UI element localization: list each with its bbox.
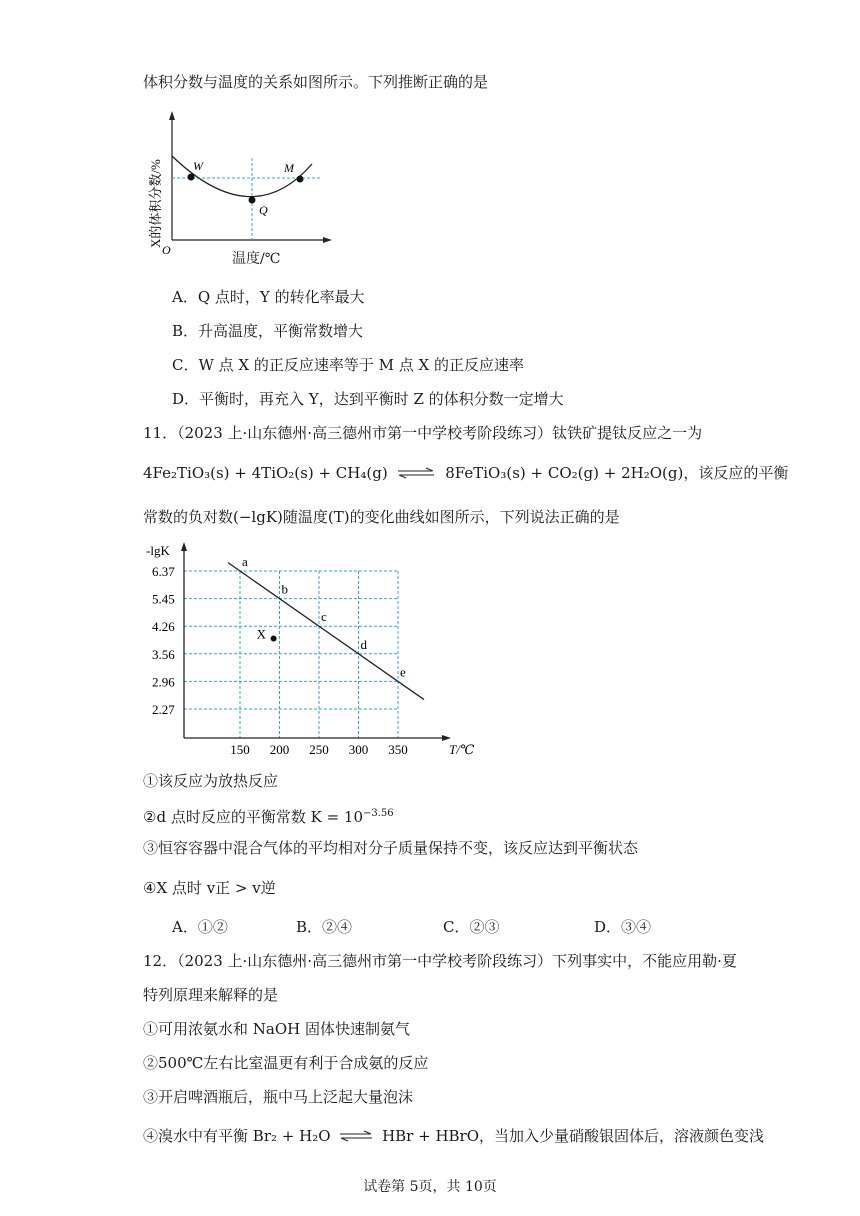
x-tick-label: 250 bbox=[309, 742, 329, 757]
q10-option-a: A．Q 点时，Y 的转化率最大 bbox=[172, 288, 365, 306]
q12-statement-4-prefix: ④溴水中有平衡 bbox=[143, 1127, 249, 1145]
q11-statement-2-exponent: −3.56 bbox=[363, 808, 394, 819]
q10-option-b: B．升高温度，平衡常数增大 bbox=[172, 322, 364, 340]
x-tick-label: 350 bbox=[388, 742, 408, 757]
x-tick-label: 300 bbox=[348, 742, 369, 757]
q11-option-d: D．③④ bbox=[594, 918, 652, 936]
equilibrium-arrow-icon bbox=[396, 464, 436, 484]
lgk-temperature-chart bbox=[140, 540, 475, 760]
figure1-xlabel: 温度/℃ bbox=[232, 251, 281, 267]
intro-line: 体积分数与温度的关系如图所示。下列推断正确的是 bbox=[143, 73, 489, 91]
q11-equation-right: 8FeTiO₃(s) + CO₂(g) + 2H₂O(g) bbox=[445, 464, 684, 482]
point-m-label: M bbox=[284, 161, 294, 175]
q10-option-c: C．W 点 X 的正反应速率等于 M 点 X 的正反应速率 bbox=[172, 356, 524, 374]
q11-stem-line1: 11．（2023 上·山东德州·高三德州市第一中学校考阶段练习）钛铁矿提钛反应之一为 bbox=[143, 424, 703, 442]
y-tick-label: 3.56 bbox=[152, 646, 175, 662]
q12-statement-3: ③开启啤酒瓶后，瓶中马上泛起大量泡沫 bbox=[143, 1088, 414, 1106]
y-tick-label: 6.37 bbox=[152, 564, 175, 579]
y-axis-arrow bbox=[181, 542, 187, 551]
origin-label: O bbox=[162, 243, 171, 257]
equilibrium-arrow-icon bbox=[338, 1127, 374, 1147]
q11-statement-2-prefix: ②d 点时反应的平衡常数 bbox=[143, 808, 306, 826]
q12-statement-1: ①可用浓氨水和 NaOH 固体快速制氨气 bbox=[143, 1020, 410, 1038]
y-tick-label: 2.27 bbox=[152, 702, 175, 717]
x-axis-label: T/℃ bbox=[449, 742, 475, 757]
point-label-a: a bbox=[242, 554, 248, 569]
x-tick-label: 200 bbox=[269, 742, 290, 757]
q11-option-a: A．①② bbox=[172, 918, 228, 936]
q11-option-c: C．②③ bbox=[443, 918, 500, 936]
q11-stem-line3: 常数的负对数(−lgK)随温度(T)的变化曲线如图所示，下列说法正确的是 bbox=[143, 508, 620, 526]
point-label-e: e bbox=[400, 664, 406, 680]
q12-statement-2: ②500℃左右比室温更有利于合成氨的反应 bbox=[143, 1054, 429, 1072]
q12-equation-right: HBr + HBrO bbox=[382, 1127, 480, 1145]
figure1-volume-fraction-plot bbox=[140, 108, 340, 268]
q12-statement-4 bbox=[143, 1126, 764, 1147]
point-q-label: Q bbox=[259, 203, 268, 217]
page-footer: 试卷第 5页，共 10页 bbox=[363, 1179, 497, 1195]
q11-equation bbox=[143, 463, 788, 484]
point-label-d: d bbox=[360, 636, 367, 652]
q12-equation-left: Br₂ + H₂O bbox=[252, 1127, 331, 1145]
y-tick-label: 2.96 bbox=[152, 674, 175, 690]
q11-equation-left: 4Fe₂TiO₃(s) + 4TiO₂(s) + CH₄(g) bbox=[143, 464, 388, 482]
q12-stem-line2: 特列原理来解释的是 bbox=[143, 986, 279, 1004]
point-label-c: c bbox=[321, 609, 327, 625]
point-x-marker bbox=[271, 635, 277, 641]
q10-option-d: D．平衡时，再充入 Y，达到平衡时 Z 的体积分数一定增大 bbox=[172, 390, 564, 408]
q12-stem-line1: 12．（2023 上·山东德州·高三德州市第一中学校考阶段练习）下列事实中，不能应用勒·夏 bbox=[143, 952, 737, 970]
y-tick-label: 5.45 bbox=[152, 591, 175, 607]
point-label-b: b bbox=[281, 581, 288, 597]
q11-statement-4 bbox=[143, 878, 276, 898]
q11-statement-4-prefix: ④X 点时 bbox=[143, 879, 202, 897]
figure1-ylabel: X的体积分数/% bbox=[148, 159, 163, 248]
q11-statement-3: ③恒容容器中混合气体的平均相对分子质量保持不变，该反应达到平衡状态 bbox=[143, 839, 639, 857]
x-tick-label: 150 bbox=[230, 742, 250, 757]
q11-equation-tail: ，该反应的平衡 bbox=[683, 464, 789, 482]
q12-statement-4-suffix: ，当加入少量硝酸银固体后，溶液颜色变浅 bbox=[479, 1127, 765, 1145]
x-axis-arrow bbox=[442, 735, 451, 741]
q11-statement-4-formula: v正 > v逆 bbox=[206, 879, 276, 897]
q11-option-b: B．②④ bbox=[296, 918, 353, 936]
q11-statement-2 bbox=[143, 804, 394, 827]
q11-statement-2-formula: K = 10 bbox=[310, 808, 364, 826]
q11-statement-1: ①该反应为放热反应 bbox=[143, 772, 279, 790]
y-tick-label: 4.26 bbox=[152, 619, 175, 635]
point-x-label: X bbox=[256, 626, 266, 642]
point-w-label: W bbox=[193, 159, 203, 173]
y-axis-label: -lgK bbox=[146, 543, 170, 558]
